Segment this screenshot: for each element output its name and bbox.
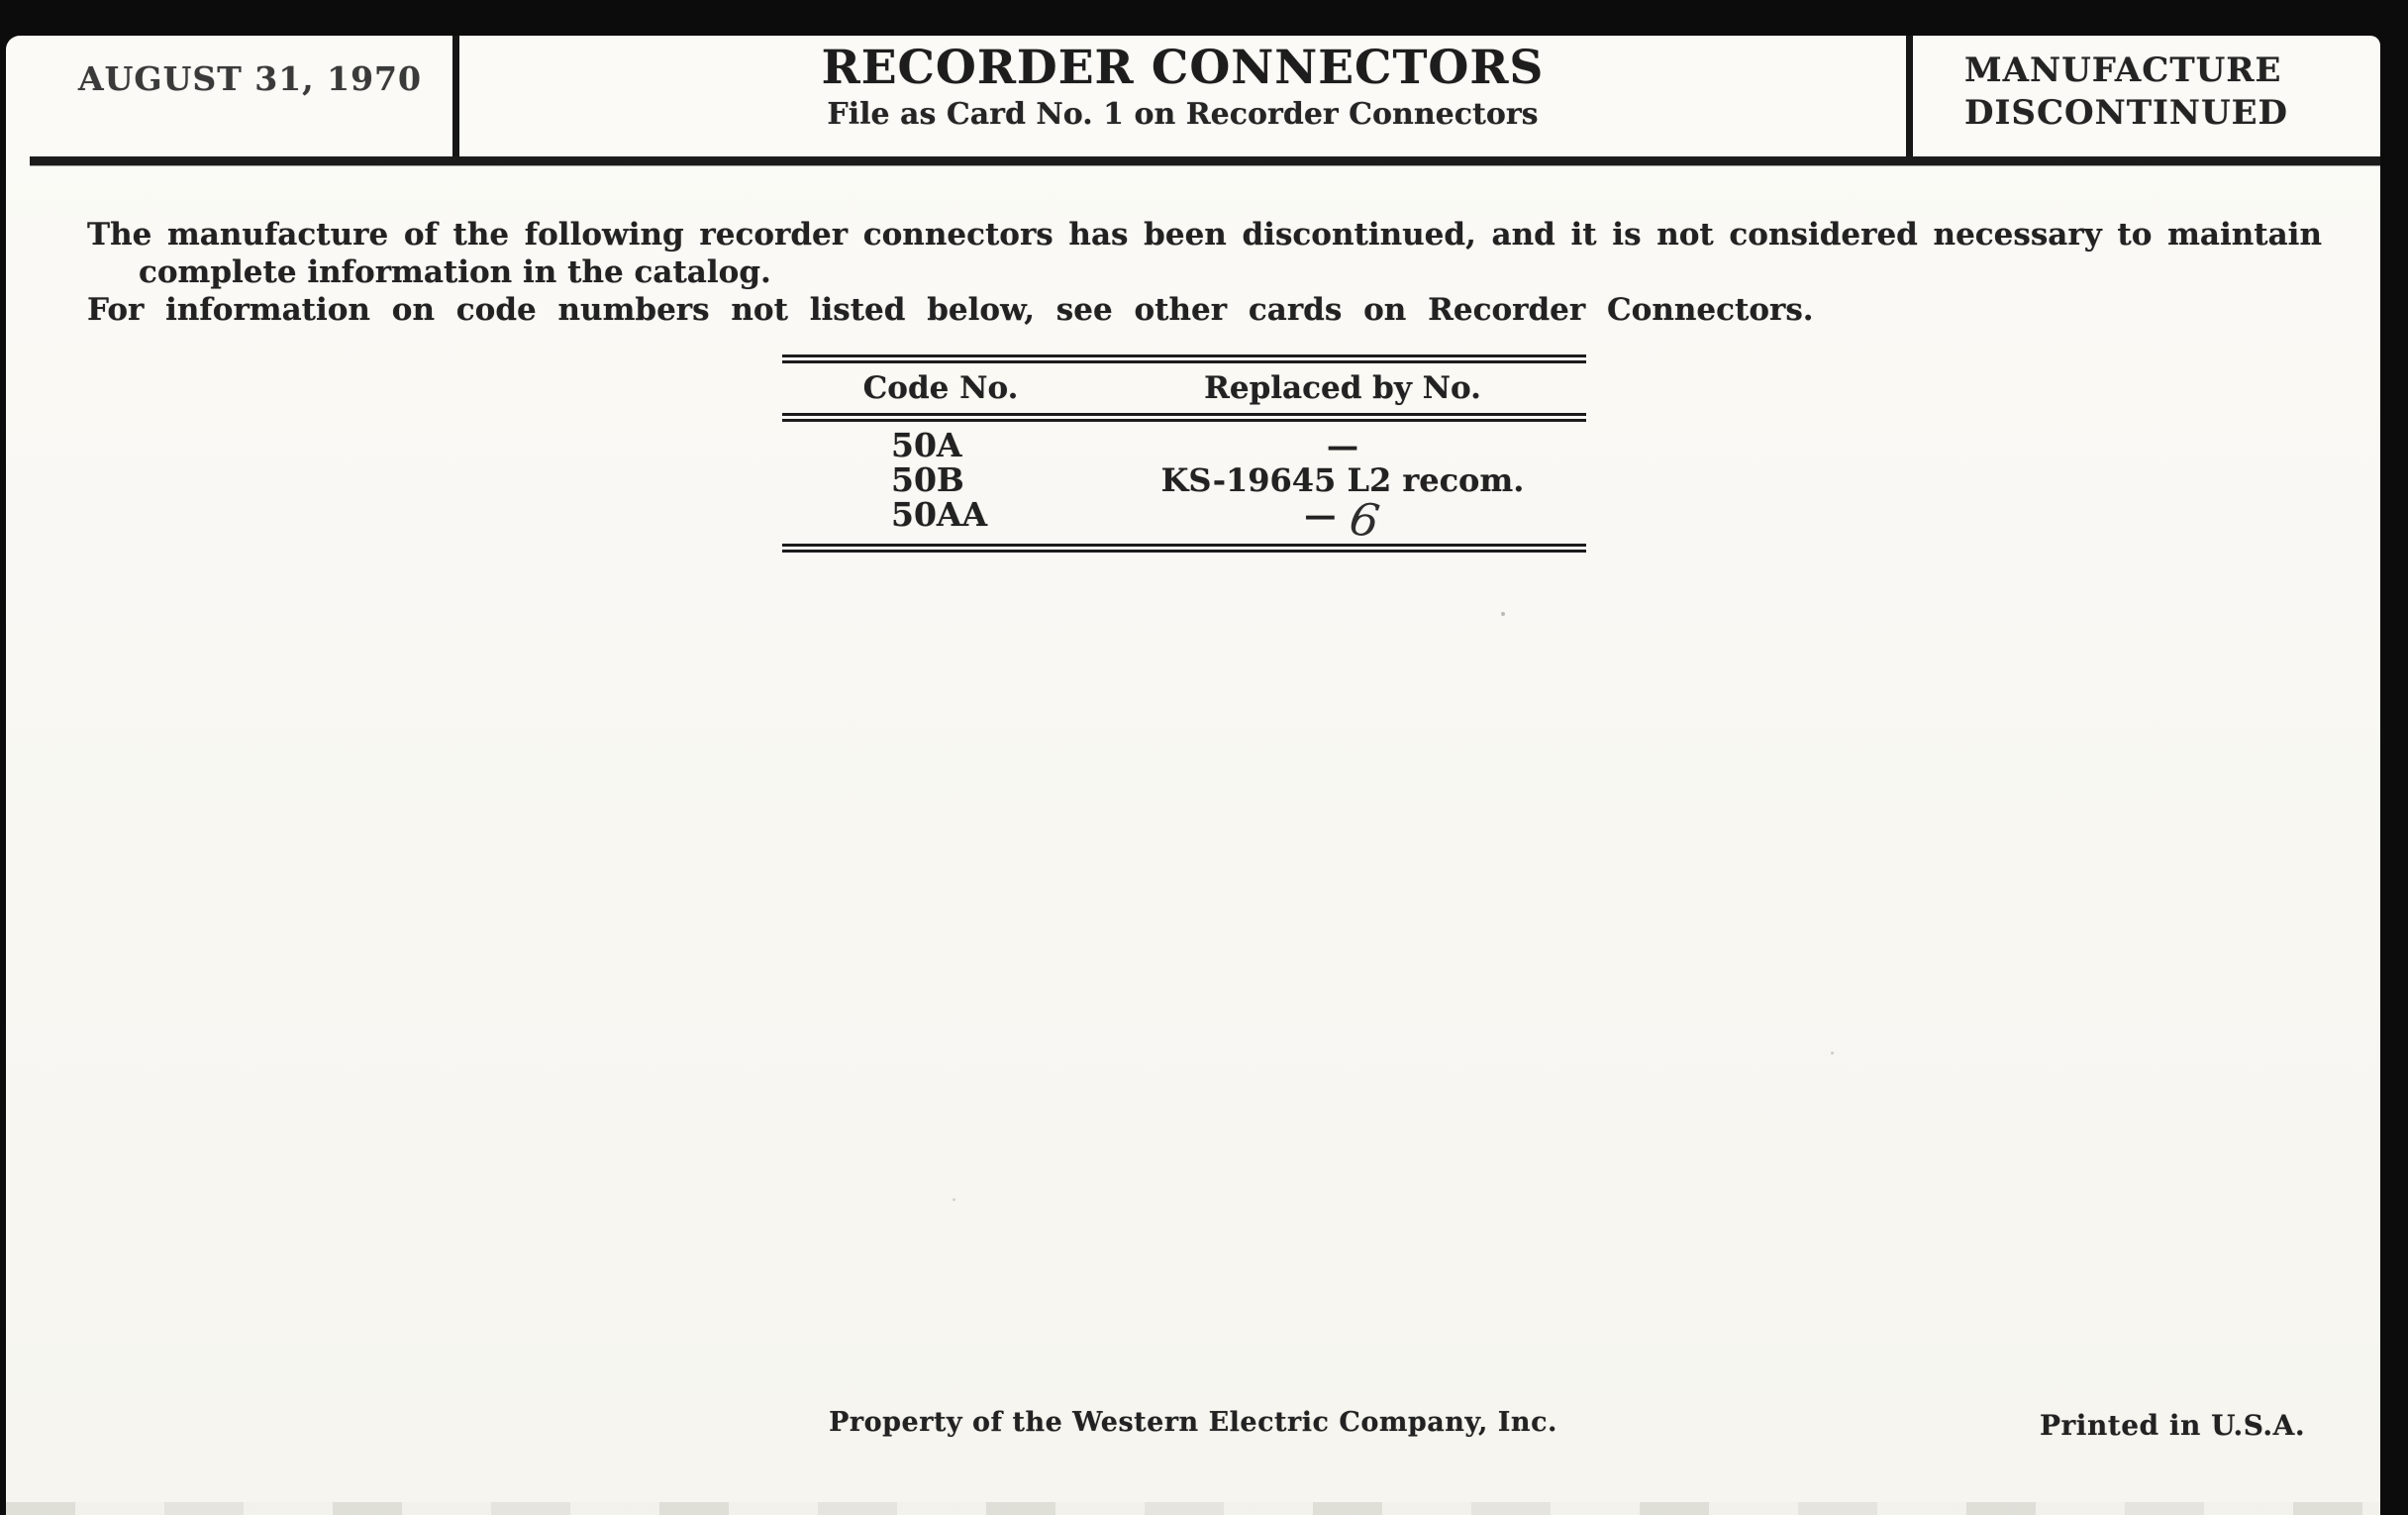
property-notice: Property of the Western Electric Company, Inc. <box>829 1407 1557 1438</box>
issue-date: AUGUST 31, 1970 <box>78 59 422 98</box>
table-row <box>782 428 1586 462</box>
handwritten-pencil-mark: 6 <box>1346 490 1384 549</box>
code-no-cell: 50A <box>891 426 962 464</box>
status-line-1: MANUFACTURE <box>1964 50 2282 90</box>
printed-notice: Printed in U.S.A. <box>2040 1409 2306 1442</box>
replaced-by-cell: KS-19645 L2 recom. <box>1160 460 1525 499</box>
card-subtitle: File as Card No. 1 on Recorder Connectors <box>827 97 1539 132</box>
paragraph-2: For information on code numbers not listed below, see other cards on Recorder Connectors. <box>87 292 1814 328</box>
paragraph-1-line-2: complete information in the catalog. <box>139 254 771 290</box>
dash-value: — <box>1304 495 1337 534</box>
card-title: RECORDER CONNECTORS <box>821 41 1545 95</box>
table-row <box>782 490 1586 549</box>
code-no-cell: 50AA <box>891 495 988 534</box>
header-divider-right <box>1906 36 1913 156</box>
title-block <box>459 36 1906 156</box>
column-header-replaced-by: Replaced by No. <box>1204 370 1481 406</box>
paragraph-1-line-1: The manufacture of the following recorder connectors has been discontinued, and it is not considered necessary to maintain <box>87 217 2322 252</box>
scan-speck <box>1831 1052 1834 1055</box>
header-divider-left <box>452 36 459 156</box>
header-rule <box>30 156 2380 165</box>
table-body <box>782 422 1586 549</box>
scan-speck <box>953 1198 955 1201</box>
catalog-card <box>6 36 2380 1515</box>
table-header-row <box>782 363 1586 422</box>
status-line-2: DISCONTINUED <box>1964 93 2289 133</box>
scan-speck <box>1501 612 1505 616</box>
replaced-by-cell: — <box>1327 426 1358 464</box>
scan-edge-texture <box>6 1502 2380 1515</box>
status-block <box>1913 50 2380 135</box>
column-header-code-no: Code No. <box>862 370 1019 406</box>
card-header <box>6 36 2380 156</box>
code-no-cell: 50B <box>891 460 964 499</box>
replacement-table <box>782 354 1586 553</box>
replaced-by-cell <box>1099 490 1586 549</box>
table-row <box>782 462 1586 497</box>
